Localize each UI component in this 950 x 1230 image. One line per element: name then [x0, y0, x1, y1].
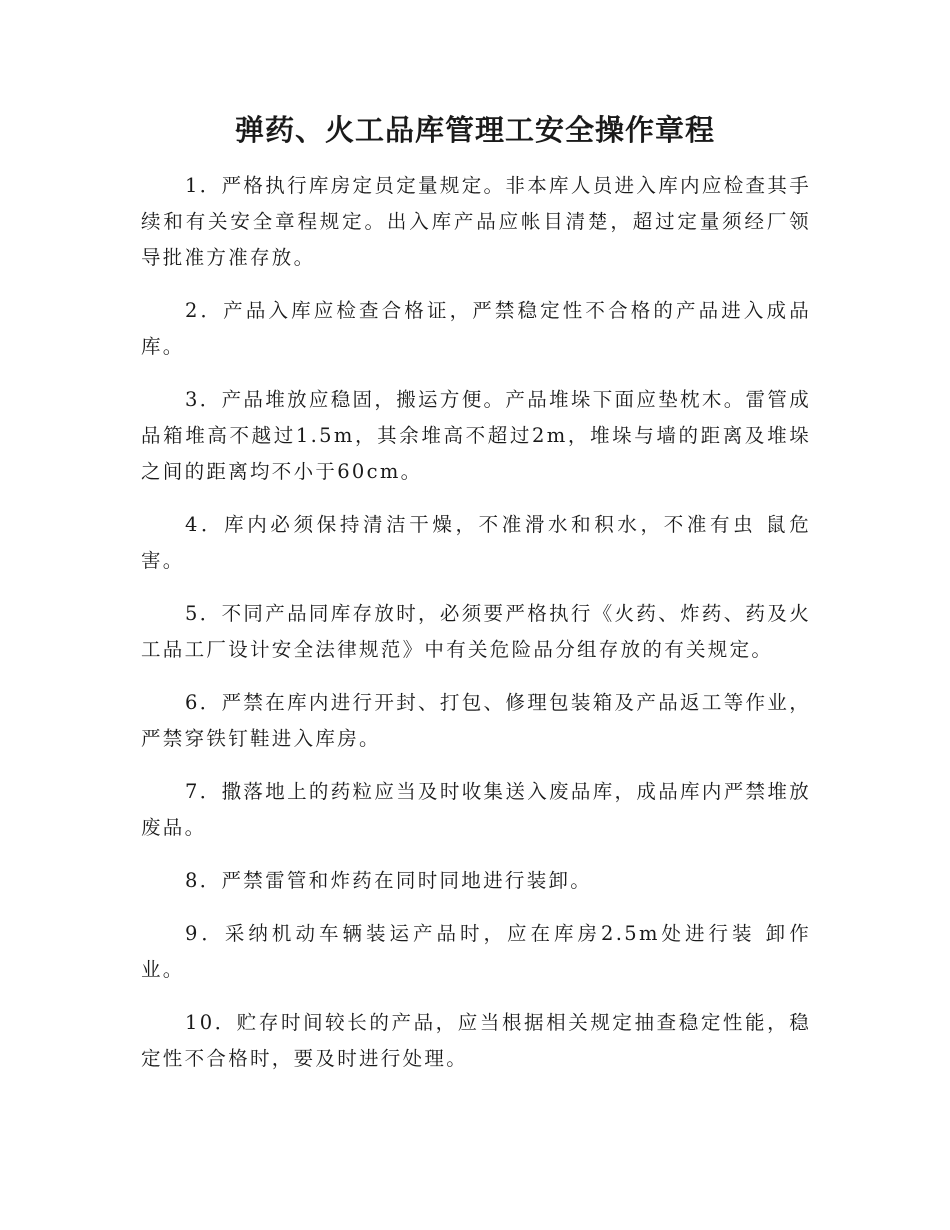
rule-paragraph-2: 2．产品入库应检查合格证，严禁稳定性不合格的产品进入成品库。	[141, 299, 811, 358]
rule-paragraph-1: 1．严格执行库房定员定量规定。非本库人员进入库内应检查其手续和有关安全章程规定。出入库产品应帐目清楚，超过定量须经厂领导批准方准存放。	[141, 174, 811, 269]
rule-paragraph-5: 5．不同产品同库存放时，必须要严格执行《火药、炸药、药及火工品工厂设计安全法律规范》中有关危险品分组存放的有关规定。	[141, 602, 811, 661]
rule-paragraph-8: 8．严禁雷管和炸药在同时同地进行装卸。	[185, 869, 593, 892]
rule-paragraph-3: 3．产品堆放应稳固，搬运方便。产品堆垛下面应垫枕木。雷管成品箱堆高不越过1.5m，其余堆高不超过2m，堆垛与墙的距离及堆垛之间的距离均不小于60cm。	[141, 388, 811, 483]
document-body	[141, 168, 811, 1094]
rule-paragraph-6: 6．严禁在库内进行开封、打包、修理包装箱及产品返工等作业，严禁穿铁钉鞋进入库房。	[141, 691, 811, 750]
rule-paragraph-10: 10．贮存时间较长的产品，应当根据相关规定抽查稳定性能，稳定性不合格时，要及时进行处理。	[141, 1011, 811, 1070]
rule-paragraph-7: 7．撒落地上的药粒应当及时收集送入废品库，成品库内严禁堆放废品。	[141, 780, 811, 839]
rule-paragraph-9: 9．采纳机动车辆装运产品时，应在库房2.5m处进行装 卸作业。	[141, 922, 811, 981]
document-title: 弹药、火工品库管理工安全操作章程	[234, 113, 715, 147]
rule-paragraph-4: 4．库内必须保持清洁干燥，不准滑水和积水，不准有虫 鼠危害。	[141, 513, 811, 572]
